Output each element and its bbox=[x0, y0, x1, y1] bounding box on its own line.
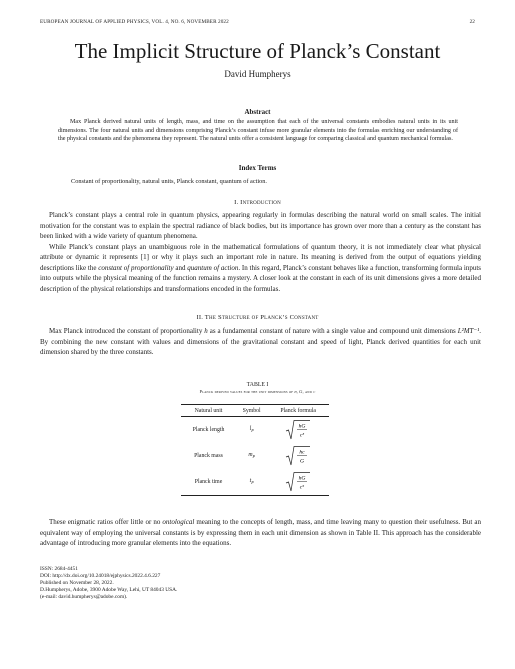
formula-denominator: G bbox=[300, 458, 305, 465]
formula-denominator: c⁵ bbox=[299, 484, 305, 491]
introduction-body bbox=[40, 210, 481, 294]
text-run: as a fundamental constant of nature with a single value and compound unit dimensions bbox=[207, 327, 458, 335]
text-run: and bbox=[173, 263, 188, 272]
emphasis: constant of proportionality bbox=[98, 263, 174, 272]
journal-info: EUROPEAN JOURNAL OF APPLIED PHYSICS, VOL. 4, NO. 6, NOVEMBER 2022 bbox=[40, 19, 229, 25]
symbol: t bbox=[249, 478, 252, 485]
page-number: 22 bbox=[469, 19, 475, 25]
unit-cell: Planck time bbox=[181, 469, 236, 496]
section-heading-introduction: I. Introduction bbox=[234, 199, 281, 206]
emphasis: ontological bbox=[162, 518, 195, 526]
formula-denominator: c³ bbox=[300, 432, 305, 439]
author-email[interactable]: (e-mail: david.humpherys@adobe.com). bbox=[40, 594, 128, 601]
formula-cell bbox=[267, 417, 329, 444]
column-header-formula: Planck formula bbox=[267, 405, 329, 417]
abstract-heading: Abstract bbox=[244, 108, 271, 116]
symbol-subscript: P bbox=[251, 480, 254, 486]
table-subcaption bbox=[0, 389, 515, 394]
running-header bbox=[40, 19, 475, 25]
variable-c: c bbox=[313, 389, 316, 394]
text-run: Max Planck introduced the constant of proportionality bbox=[49, 327, 205, 335]
formula-numerator: hc bbox=[299, 449, 305, 456]
text-run: These enigmatic ratios offer little or no bbox=[49, 518, 163, 526]
emphasis: quantum of action bbox=[187, 263, 239, 272]
author-name: David Humpherys bbox=[224, 69, 291, 79]
formula-cell bbox=[267, 469, 329, 496]
paragraph bbox=[40, 517, 481, 549]
text-run: . By combining the new constant with values and dimensions of the gravitational constant and speed of light, Planck derived quantities for each unit dimension shared by the three constants. bbox=[40, 327, 481, 356]
doi-link[interactable]: DOI: http://dx.doi.org/10.24018/ejphysics.2022.4.6.227 bbox=[40, 573, 161, 580]
paragraph bbox=[40, 242, 481, 295]
publication-date: Published on November 28, 2022. bbox=[40, 580, 114, 587]
paper-title: The Implicit Structure of Planck’s Constant bbox=[74, 39, 441, 63]
footnote bbox=[40, 566, 177, 601]
formula-numerator: hG bbox=[298, 475, 306, 482]
unit-dimensions: L²MT⁻¹ bbox=[457, 327, 480, 335]
sqrt-formula bbox=[285, 445, 311, 467]
text-run: and bbox=[303, 389, 314, 394]
structure-body bbox=[40, 326, 481, 358]
table-row bbox=[181, 469, 329, 496]
text-run: . In this regard, Planck’s constant behaves like a function, transforming formula inputs into outputs while the physical meaning of the function remains a mystery. A closer look at the constant in each of its unit dimensions gives a more detailed description of the physical relationships and transformations encoded in the formulas. bbox=[40, 263, 481, 293]
author-affiliation: D.Humpherys, Adobe, 3900 Adobe Way, Lehi, UT 84043 USA. bbox=[40, 587, 178, 594]
paragraph bbox=[40, 326, 481, 358]
text-run: While Planck’s constant plays an unambiguous role in the mathematical formulations of quantum theory, it is not immediately clear what physical attribute or dynamic it represents [1] or why it plays such an important role in nature. Its meaning is derived from the output of equations yielding descriptions like the bbox=[40, 242, 481, 272]
symbol-subscript: P bbox=[251, 428, 254, 434]
paragraph: Planck’s constant plays a central role in quantum physics, appearing regularly in formulas describing the natural world on small scales. The initial motivation for the constant was to explain the spectral radiance of black bodies, but its importance has grown over more than a century as the constant has been linked with a wide variety of quantum phenomena. bbox=[40, 211, 481, 240]
table-caption: TABLE I bbox=[246, 382, 269, 388]
column-header-natural-unit: Natural unit bbox=[181, 405, 236, 417]
text-run: Planck derived values for the unit dimensions of bbox=[199, 389, 295, 394]
index-terms-heading: Index Terms bbox=[238, 164, 277, 172]
symbol: l bbox=[249, 426, 252, 433]
sqrt-formula bbox=[285, 419, 311, 441]
structure-body-continued bbox=[40, 517, 481, 549]
index-terms-text: Constant of proportionality, natural units, Planck constant, quantum of action. bbox=[71, 178, 267, 185]
table-header-row bbox=[181, 405, 329, 417]
symbol-cell bbox=[236, 443, 267, 469]
variable-h: h bbox=[204, 327, 208, 335]
variables: h, G, bbox=[294, 389, 304, 394]
abstract-text: Max Planck derived natural units of length, mass, and time on the assumption that each of the universal constants embodies natural units in its unit dimensions. The four natural units and dimensions comprising Planck’s constant infuse more granular elements into the formulas enriching our understanding of the physical constants and the phenomena they represent. The natural units offer a consistent language for comparing classical and quantum mechanical formulas. bbox=[58, 119, 458, 142]
formula-cell bbox=[267, 443, 329, 469]
symbol-subscript: P bbox=[252, 454, 255, 460]
unit-cell: Planck mass bbox=[194, 453, 223, 459]
table-row bbox=[181, 417, 329, 444]
section-heading-structure: II. The Structure of Planck’s Constant bbox=[196, 314, 319, 321]
symbol-cell bbox=[236, 417, 267, 444]
symbol-cell bbox=[236, 469, 267, 496]
planck-units-table bbox=[181, 404, 329, 496]
sqrt-formula bbox=[285, 471, 311, 493]
symbol: m bbox=[248, 452, 253, 459]
column-header-symbol: Symbol bbox=[236, 405, 267, 417]
issn: ISSN: 2684-4451 bbox=[40, 566, 78, 572]
formula-numerator: hG bbox=[298, 423, 306, 430]
unit-cell: Planck length bbox=[192, 427, 225, 433]
text-run: meaning to the concepts of length, mass, and time leaving many to question their usefulness. But an equivalent way of employing the universal constants is by expressing them in each unit dimension as shown in Table II. This approach has the considerable advantage of introducing more granular elements into the equations. bbox=[40, 518, 481, 547]
table-row bbox=[181, 443, 329, 469]
